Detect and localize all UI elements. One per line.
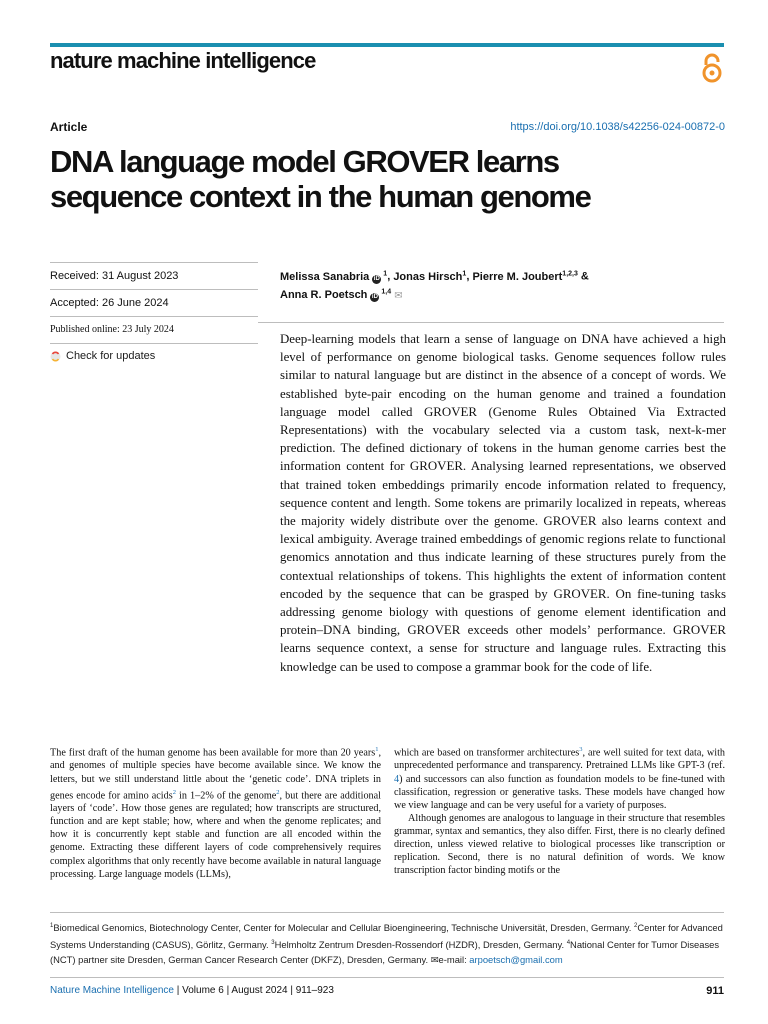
reference-link[interactable]: 2 — [172, 788, 176, 796]
check-updates-label: Check for updates — [66, 350, 156, 362]
author[interactable]: Pierre M. Joubert$^{1,2,3}$ — [472, 270, 578, 283]
doi-link[interactable]: https://doi.org/10.1038/s42256-024-00872-0 — [510, 121, 725, 133]
title-line-1: DNA language model GROVER learns — [50, 144, 559, 179]
author[interactable]: Jonas Hirsch$^1$ — [393, 270, 467, 283]
article-type: Article — [50, 120, 88, 134]
accepted-date: Accepted: 26 June 2024 — [50, 290, 258, 317]
footer-rule — [50, 977, 724, 978]
article-title — [50, 144, 730, 214]
check-for-updates-button[interactable] — [50, 344, 258, 368]
paragraph: The first draft of the human genome has been available for more than 20 years$^1$, and genomes of multiple species have become available since. We know the letters, but we still understand little about the ‘genetic code’. DNA triplets in genes encode for amino acids$^2$ in 1–2% of the genome$^2$, but there are additional layers of ‘code’. How those genes are regulated; how transcripts are structured, function and are kept stable; how, where and when the genome replicates; and how it is concurrently kept stable and function are all encoded within the genome. Extracting these different layers of code comprehensively requires complex algorithms that only recently have become available in natural language processing. Large language models (LLMs), — [50, 746, 381, 880]
author[interactable]: Melissa Sanabria $iD^1$ — [280, 270, 388, 283]
reference-link[interactable]: 1 — [375, 746, 379, 753]
reference-link[interactable]: 4 — [394, 773, 400, 785]
footer-citation: Nature Machine Intelligence | Volume 6 | August 2024 | 911–923 — [50, 985, 334, 996]
envelope-icon[interactable]: ✉ — [394, 290, 403, 302]
orcid-icon[interactable]: iD — [373, 275, 380, 282]
author[interactable]: Anna R. Poetsch iD$^{1,4}$ — [280, 288, 392, 302]
abstract-rule — [258, 322, 724, 323]
page-number: 911 — [706, 985, 724, 997]
affiliations: $^1$Biomedical Genomics, Biotechnology Center, Center for Molecular and Cellular Bioengineering, Technische Universität, Dresden, Germany. $^2$Center for Advanced Systems Understanding (CASUS), Görlitz, Germany. $^3$Helmholtz Zentrum Dresden-Rossendorf (HZDR), Dresden, Germany. $^4$National Center for Tumor Diseases (NCT) partner site Dresden, German Cancer Research Center (DKFZ), Dresden, Germany. ✉e-mail: arpoetsch@gmail.com — [50, 922, 723, 966]
affiliations-rule — [50, 912, 724, 913]
abstract: Deep-learning models that learn a sense of language on DNA have achieved a high level of performance on genome biological tasks. Genome sequences follow rules similar to natural language but are distinct in the absence of a concept of words. We established byte-pair encoding on the human genome and trained a foundation language model called GROVER (Genome Rules Obtained Via Extracted Representations) with the vocabulary selected via a custom task, next-k-mer prediction. The defined dictionary of tokens in the human genome carries best the information content for GROVER. Analysing learned representations, we observed that trained token embeddings primarily encode information related to frequency, sequence content and length. Some tokens are primarily localized in repeats, whereas the majority widely distribute over the genome. GROVER also learns context and lexical ambiguity. Average trained embeddings of genomic regions relate to functional genomics annotation and thus indicate learning of these structures purely from the contextual relationships of tokens. This highlights the extent of information content encoded by the sequence that can be grasped by GROVER. On fine-tuning tasks addressing genome biology with questions of genome element identification and protein–DNA binding, GROVER exceeds other models’ performance. GROVER learns sequence context, a sense for structure and language rules. Extracting this knowledge can be used to compose a grammar book for the code of life. — [280, 332, 726, 674]
footer-journal-link[interactable]: Nature Machine Intelligence — [50, 985, 174, 996]
orcid-icon[interactable]: iD — [371, 294, 378, 301]
title-line-2: sequence context in the human genome — [50, 179, 591, 214]
paragraph: Although genomes are analogous to language in their structure that resembles grammar, syntax and semantics, they also differ. First, there is no clearly defined direction, unless viewed relative to biological processes like transcription or replication. Second, there is no natural definition of words. We know transcription factor binding motifs or the — [394, 812, 725, 877]
reference-link[interactable]: 2 — [276, 788, 280, 796]
received-date: Received: 31 August 2023 — [50, 262, 258, 290]
body-column-left — [50, 743, 381, 881]
open-access-icon — [701, 52, 723, 84]
email-link[interactable]: arpoetsch@gmail.com — [469, 954, 563, 966]
check-updates-icon — [50, 351, 61, 362]
article-meta — [50, 262, 258, 368]
envelope-icon: ✉ — [430, 954, 439, 966]
header-rule — [50, 43, 724, 47]
published-date: Published online: 23 July 2024 — [50, 317, 258, 344]
body-column-right — [394, 743, 725, 877]
author-list: Melissa Sanabria $iD^1$, Jonas Hirsch$^1$, Pierre M. Joubert$^{1,2,3}$ & Anna R. Poetsch iD$^{1,4}$ ✉ — [280, 270, 589, 302]
reference-link[interactable]: 3 — [579, 746, 583, 753]
paragraph: which are based on transformer architectures$^3$, are well suited for text data, with unprecedented performance and transparency. Pretrained LLMs like GPT-3 (ref. 4) and successors can also function as foundation models to be fine-tuned with classification, regression or generative tasks. These models have changed how we view language and can be very useful for a variety of purposes. — [394, 746, 725, 811]
journal-name[interactable]: nature machine intelligence — [50, 48, 316, 73]
